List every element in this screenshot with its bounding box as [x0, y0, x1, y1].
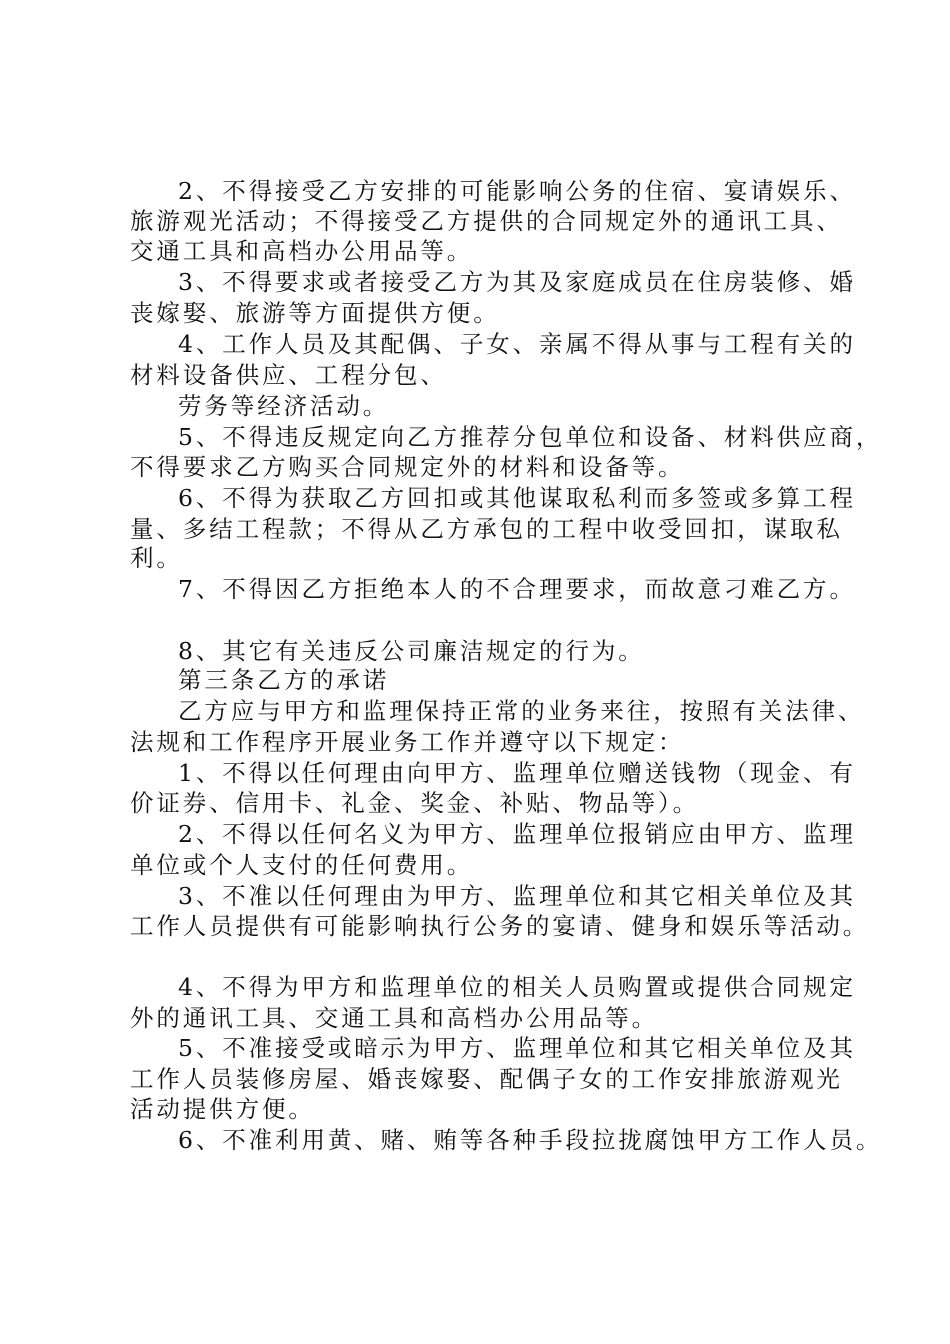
text-line: 劳务等经济活动。 [178, 392, 390, 420]
text-line: 2、不得接受乙方安排的可能影响公务的住宿、宴请娱乐、 [178, 177, 856, 205]
text-line: 单位或个人支付的任何费用。 [130, 851, 474, 879]
text-line: 工作人员装修房屋、婚丧嫁娶、配偶子女的工作安排旅游观光 [130, 1065, 843, 1093]
text-line: 价证券、信用卡、礼金、奖金、补贴、物品等）。 [130, 789, 700, 817]
text-line: 材料设备供应、工程分包、 [130, 361, 447, 389]
text-line: 6、不得为获取乙方回扣或其他谋取私利而多签或多算工程 [178, 484, 856, 512]
text-line: 3、不得要求或者接受乙方为其及家庭成员在住房装修、婚 [178, 268, 856, 296]
text-line: 7、不得因乙方拒绝本人的不合理要求，而故意刁难乙方。 [178, 575, 856, 603]
text-line: 交通工具和高档办公用品等。 [130, 237, 474, 265]
text-line: 2、不得以任何名义为甲方、监理单位报销应由甲方、监理 [178, 820, 856, 848]
text-line: 工作人员提供有可能影响执行公务的宴请、健身和娱乐等活动。 [130, 912, 870, 940]
text-line: 1、不得以任何理由向甲方、监理单位赠送钱物（现金、有 [178, 759, 856, 787]
text-line: 法规和工作程序开展业务工作并遵守以下规定： [130, 728, 685, 756]
text-line: 活动提供方便。 [130, 1095, 315, 1123]
text-line: 8、其它有关违反公司廉洁规定的行为。 [178, 637, 645, 665]
text-line: 不得要求乙方购买合同规定外的材料和设备等。 [130, 453, 685, 481]
text-line: 5、不得违反规定向乙方推荐分包单位和设备、材料供应商， [178, 423, 883, 451]
text-line: 旅游观光活动；不得接受乙方提供的合同规定外的通讯工具、 [130, 207, 843, 235]
text-line: 6、不准利用黄、赌、贿等各种手段拉拢腐蚀甲方工作人员。 [178, 1126, 883, 1154]
text-line: 丧嫁娶、旅游等方面提供方便。 [130, 299, 500, 327]
text-line: 利。 [130, 544, 183, 572]
text-line: 3、不准以任何理由为甲方、监理单位和其它相关单位及其 [178, 882, 856, 910]
text-line: 量、多结工程款；不得从乙方承包的工程中收受回扣，谋取私 [130, 515, 843, 543]
text-line: 4、工作人员及其配偶、子女、亲属不得从事与工程有关的 [178, 330, 856, 358]
text-line: 外的通讯工具、交通工具和高档办公用品等。 [130, 1004, 658, 1032]
text-line: 乙方应与甲方和监理保持正常的业务来往，按照有关法律、 [178, 697, 865, 725]
text-line: 5、不准接受或暗示为甲方、监理单位和其它相关单位及其 [178, 1034, 856, 1062]
text-line: 4、不得为甲方和监理单位的相关人员购置或提供合同规定 [178, 973, 856, 1001]
section-heading: 第三条乙方的承诺 [178, 666, 390, 694]
